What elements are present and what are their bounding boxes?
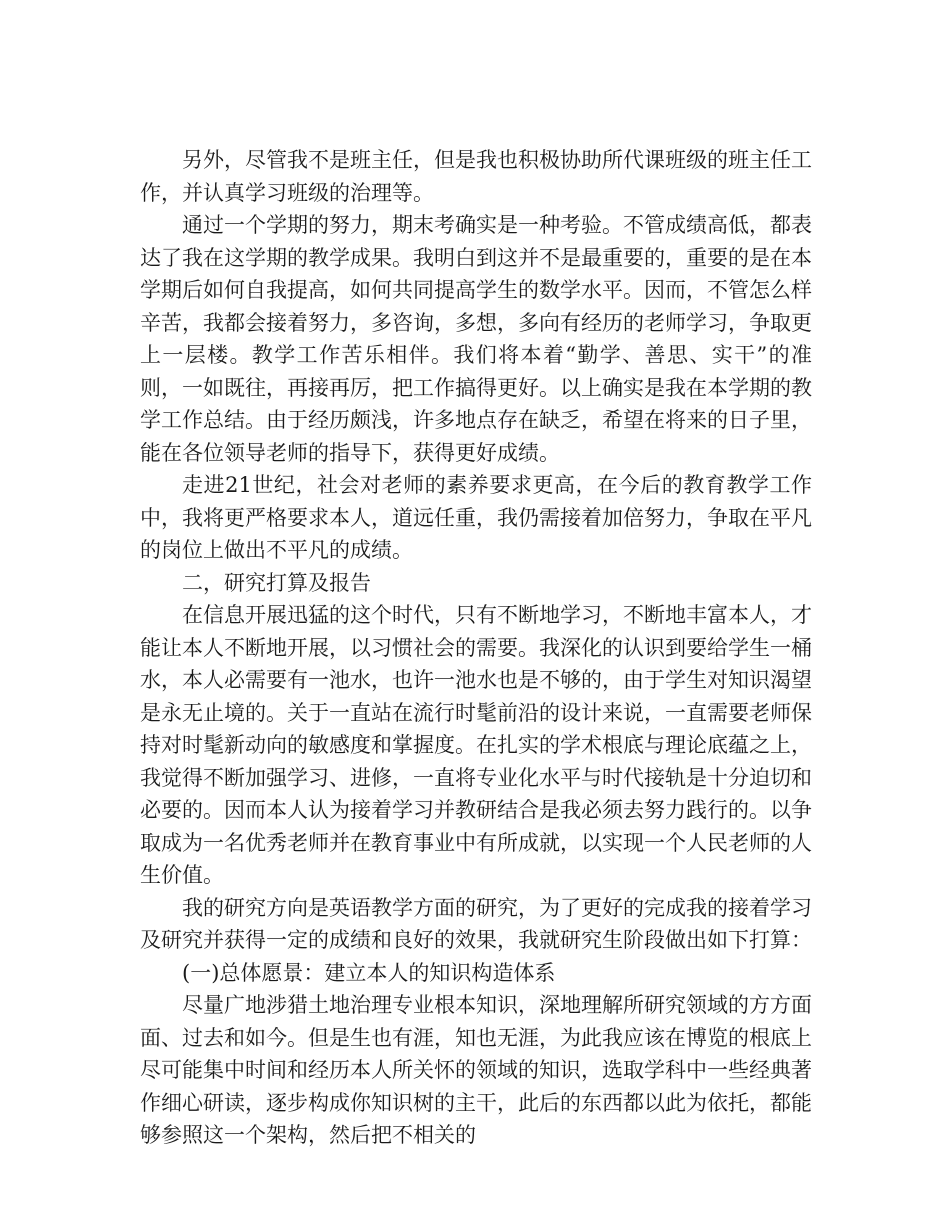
subheading-overall-vision: (一)总体愿景：建立本人的知识构造体系: [182, 960, 556, 985]
paragraph-class-teacher-assist: 另外，尽管我不是班主任，但是我也积极协助所代课班级的班主任工作，并认真学习班级的治理等。: [140, 148, 812, 205]
paragraph-continuous-learning: 在信息开展迅猛的这个时代，只有不断地学习，不断地丰富本人，才能让本人不断地开展，以习惯社会的需要。我深化的认识到要给学生一桶水，本人必需要有一池水，也许一池水也是不够的，由于学生对知识渴望是永无止境的。关于一直站在流行时髦前沿的设计来说，一直需要老师保持对时髦新动向的敏感度和掌握度。在扎实的学术根底与理论底蕴之上，我觉得不断加强学习、进修，一直将专业化水平与时代接轨是十分迫切和必要的。因而本人认为接着学习并教研结合是我必须去努力践行的。以争取成为一名优秀老师并在教育事业中有所成就，以实现一个人民老师的人生价值。: [140, 603, 812, 887]
paragraph-knowledge-system: 尽量广地涉猎土地治理专业根本知识，深地理解所研究领域的方方面面、过去和如今。但是生也有涯，知也无涯，为此我应该在博览的根底上尽可能集中时间和经历本人所关怀的领域的知识，选取学科中一些经典著作细心研读，逐步构成你知识树的主干，此后的东西都以此为依托，都能够参照这一个架构，然后把不相关的: [140, 993, 812, 1147]
paragraph-semester-summary: 通过一个学期的努力，期末考确实是一种考验。不管成绩高低，都表达了我在这学期的教学成果。我明白到这并不是最重要的，重要的是在本学期后如何自我提高，如何共同提高学生的数学水平。因而，不管怎么样辛苦，我都会接着努力，多咨询，多想，多向有经历的老师学习，争取更上一层楼。教学工作苦乐相伴。我们将本着“勤学、善思、实干”的准则，一如既往，再接再厉，把工作搞得更好。以上确实是我在本学期的教学工作总结。由于经历颇浅，许多地点存在缺乏，希望在将来的日子里，能在各位领导老师的指导下，获得更好成绩。: [140, 213, 812, 465]
document-body: [140, 144, 812, 1152]
section-heading-research-plan: 二，研究打算及报告: [182, 570, 371, 595]
paragraph-21st-century: 走进21世纪，社会对老师的素养要求更高，在今后的教育教学工作中，我将更严格要求本人，道远任重，我仍需接着加倍努力，争取在平凡的岗位上做出不平凡的成绩。: [140, 473, 812, 562]
paragraph-research-direction: 我的研究方向是英语教学方面的研究，为了更好的完成我的接着学习及研究并获得一定的成绩和良好的效果，我就研究生阶段做出如下打算：: [140, 895, 812, 952]
